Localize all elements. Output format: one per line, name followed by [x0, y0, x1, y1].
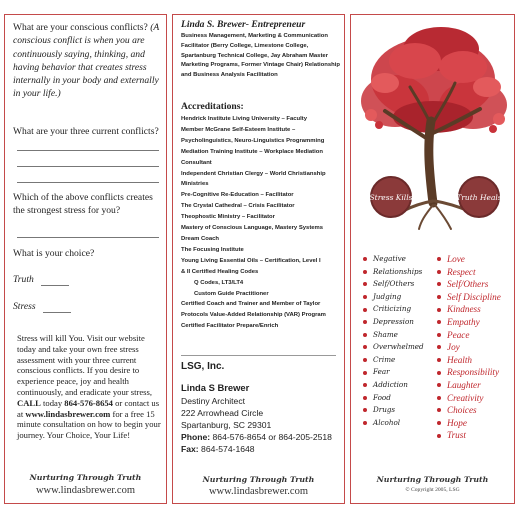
- list-item: Self Discipline: [437, 291, 501, 304]
- list-item: Drugs: [363, 404, 424, 417]
- accreditation-item: The Focusing Institute: [181, 246, 244, 253]
- truth-heals-root: [456, 177, 501, 217]
- list-item: Creativity: [437, 392, 501, 405]
- bullet-icon: [437, 320, 441, 324]
- bullet-icon: [363, 396, 367, 400]
- list-item: Crime: [363, 354, 424, 367]
- accreditation-item: Q Codes, LT3/LT4: [194, 279, 244, 286]
- choice-stress-label: Stress: [13, 301, 36, 312]
- bullet-icon: [437, 345, 441, 349]
- truth-heals-label: Truth Heals: [456, 193, 502, 202]
- bullet-icon: [437, 371, 441, 375]
- phone-number[interactable]: 864-576-8654 or 864-205-2518: [210, 432, 332, 442]
- list-item: Shame: [363, 329, 424, 342]
- bullet-icon: [437, 358, 441, 362]
- bullet-icon: [437, 434, 441, 438]
- fax-line: Fax: 864-574-1648: [181, 444, 255, 454]
- contact-details: [181, 395, 341, 455]
- copyright: © Copyright 2005, LSG: [405, 487, 460, 493]
- accreditation-item: Protocols Value-Added Relationship (VAR) Program: [181, 312, 326, 319]
- bullet-icon: [363, 295, 367, 299]
- accreditation-item: Ministries: [181, 181, 209, 188]
- accreditation-item: Consultant: [181, 159, 212, 166]
- list-item: Food: [363, 392, 424, 405]
- choice-truth-line[interactable]: [41, 285, 69, 286]
- bullet-icon: [437, 383, 441, 387]
- list-item: Hope: [437, 417, 501, 430]
- footer-website-link[interactable]: www.lindasbrewer.com: [35, 485, 136, 496]
- question-conscious-conflicts: What are your conscious conflicts? (A conscious conflict is when you are continuously saying, thinking, and having behavior that creates stress internally in your body and externally in your life.): [13, 22, 160, 100]
- bullet-icon: [363, 257, 367, 261]
- list-item: Depression: [363, 316, 424, 329]
- bullet-icon: [363, 282, 367, 286]
- tree-panel: [350, 14, 515, 504]
- list-item: Self/Others: [437, 278, 501, 291]
- bullet-icon: [363, 345, 367, 349]
- list-item: Choices: [437, 404, 501, 417]
- stress-kills-label: Stress Kills: [369, 193, 413, 202]
- accreditation-item: Psycholinguistics, Neuro-Linguistics Programming: [181, 137, 325, 144]
- accreditation-item: The Crystal Cathedral – Crisis Facilitator: [181, 203, 295, 210]
- list-item: Self/Others: [363, 278, 424, 291]
- list-item: Love: [437, 253, 501, 266]
- bullet-icon: [363, 333, 367, 337]
- list-item: Fear: [363, 366, 424, 379]
- tree-roots: [403, 201, 469, 229]
- accreditation-item: Member McGrane Self-Esteem Institute –: [181, 126, 296, 133]
- bullet-icon: [363, 383, 367, 387]
- list-item: Responsibility: [437, 366, 501, 379]
- accreditation-item: & II Certified Healing Codes: [181, 268, 259, 275]
- tree-foliage: [361, 27, 507, 133]
- footer-tagline: Nurturing Through Truth: [202, 475, 315, 484]
- choice-truth-label: Truth: [13, 274, 34, 285]
- bullet-icon: [363, 320, 367, 324]
- answer-line[interactable]: [17, 182, 159, 183]
- accreditation-item: Hendrick Institute Living University – Faculty: [181, 116, 308, 122]
- list-item: Respect: [437, 266, 501, 279]
- list-item: Peace: [437, 329, 501, 342]
- bullet-icon: [437, 333, 441, 337]
- accreditation-item: Dream Coach: [181, 235, 219, 242]
- name-title: Linda S. Brewer- Entrepreneur: [181, 19, 306, 30]
- list-item: Alcohol: [363, 417, 424, 430]
- questionnaire-panel: [4, 14, 167, 504]
- bullet-icon: [363, 270, 367, 274]
- bullet-icon: [437, 408, 441, 412]
- contact-section: [181, 361, 341, 455]
- bullet-icon: [437, 421, 441, 425]
- bio-panel: [172, 14, 345, 504]
- address-line-1: 222 Arrowhead Circle: [181, 408, 264, 418]
- stress-kills-root: [370, 177, 413, 217]
- list-item: Addiction: [363, 379, 424, 392]
- list-item: Laughter: [437, 379, 501, 392]
- bullet-icon: [437, 295, 441, 299]
- list-item: Kindness: [437, 303, 501, 316]
- accreditation-item: Mediation Training Institute – Workplace Mediation: [181, 148, 323, 155]
- list-item: Overwhelmed: [363, 341, 424, 354]
- company-name: LSG, Inc.: [181, 361, 225, 372]
- footer-tagline: Nurturing Through Truth: [376, 475, 489, 484]
- answer-line[interactable]: [17, 237, 159, 238]
- accreditation-item: Independent Christian Clergy – World Christianship: [181, 170, 326, 177]
- question-choice: What is your choice?: [13, 248, 95, 259]
- bio-section: [181, 19, 341, 81]
- list-item: Criticizing: [363, 303, 424, 316]
- list-item: Trust: [437, 429, 501, 442]
- accreditations-list: [181, 114, 341, 332]
- accreditation-item: Certified Facilitator Prepare/Enrich: [181, 323, 279, 330]
- bullet-icon: [437, 282, 441, 286]
- accreditation-item: Certified Coach and Trainer and Member of Taylor: [181, 301, 321, 308]
- negatives-list: [363, 253, 424, 429]
- bullet-icon: [437, 270, 441, 274]
- tree-illustration: [355, 21, 512, 233]
- accreditation-item: Young Living Essential Oils – Certification, Level I: [181, 257, 321, 264]
- list-item: Judging: [363, 291, 424, 304]
- list-item: Negative: [363, 253, 424, 266]
- bio-text: Business Management, Marketing & Communication Facilitator (Berry College, Limestone College, Spartanburg Technical College, Jay Abraham Master Marketing Programs, Former Vintage Chair) Relationship and Business Analysis Facilitation: [181, 33, 340, 79]
- bullet-icon: [363, 308, 367, 312]
- bullet-icon: [437, 257, 441, 261]
- accreditation-item: Pre-Cognitive Re-Education – Facilitator: [181, 192, 294, 199]
- question-three-conflicts: What are your three current conflicts?: [13, 126, 159, 137]
- positives-list: [437, 253, 501, 442]
- bullet-icon: [363, 421, 367, 425]
- divider: [181, 355, 336, 356]
- list-item: Health: [437, 354, 501, 367]
- conscious-conflict-definition: (A conscious conflict is when you are continuously saying, thinking, and having behavior that creates stress internally in your body and externally in your life.): [13, 22, 160, 100]
- accreditation-item: Mastery of Conscious Language, Mastery Systems: [181, 225, 324, 232]
- list-item: Empathy: [437, 316, 501, 329]
- choice-stress-line[interactable]: [43, 312, 71, 313]
- question-strongest-stress: Which of the above conflicts creates the strongest stress for you?: [13, 192, 153, 217]
- bullet-icon: [363, 408, 367, 412]
- accreditations-heading: Accreditations:: [181, 101, 244, 112]
- footer-tagline: Nurturing Through Truth: [29, 473, 142, 482]
- contact-name: Linda S Brewer: [181, 382, 250, 393]
- answer-line[interactable]: [17, 166, 159, 167]
- accreditations-section: [181, 101, 341, 332]
- bullet-icon: [437, 308, 441, 312]
- bullet-icon: [363, 358, 367, 362]
- accreditation-item: Custom Guide Practitioner: [194, 290, 269, 297]
- bullet-icon: [363, 371, 367, 375]
- phone-line: Phone: 864-576-8654 or 864-205-2518: [181, 432, 332, 442]
- contact-role: Destiny Architect: [181, 396, 245, 406]
- answer-line[interactable]: [17, 150, 159, 151]
- accreditation-item: Theophostic Ministry – Facilitator: [181, 214, 275, 221]
- list-item: Joy: [437, 341, 501, 354]
- list-item: Relationships: [363, 266, 424, 279]
- bullet-icon: [437, 396, 441, 400]
- website-link[interactable]: www.lindasbrewer.com: [25, 408, 111, 419]
- footer-website-link[interactable]: www.lindasbrewer.com: [208, 486, 309, 497]
- address-line-2: Spartanburg, SC 29301: [181, 420, 272, 430]
- call-to-action-text: Stress will kill You. Visit our website today and take your own free stress assessment with your three current conscious conflicts. If you desire to experience peace, joy and health continuously, and eradicate your stress, CALL today 864-576-8654 or contact us at www.lindasbrewer.com for a free 15 minute consultation on how to begin your journey. Your Choice, Your Life!: [17, 333, 161, 441]
